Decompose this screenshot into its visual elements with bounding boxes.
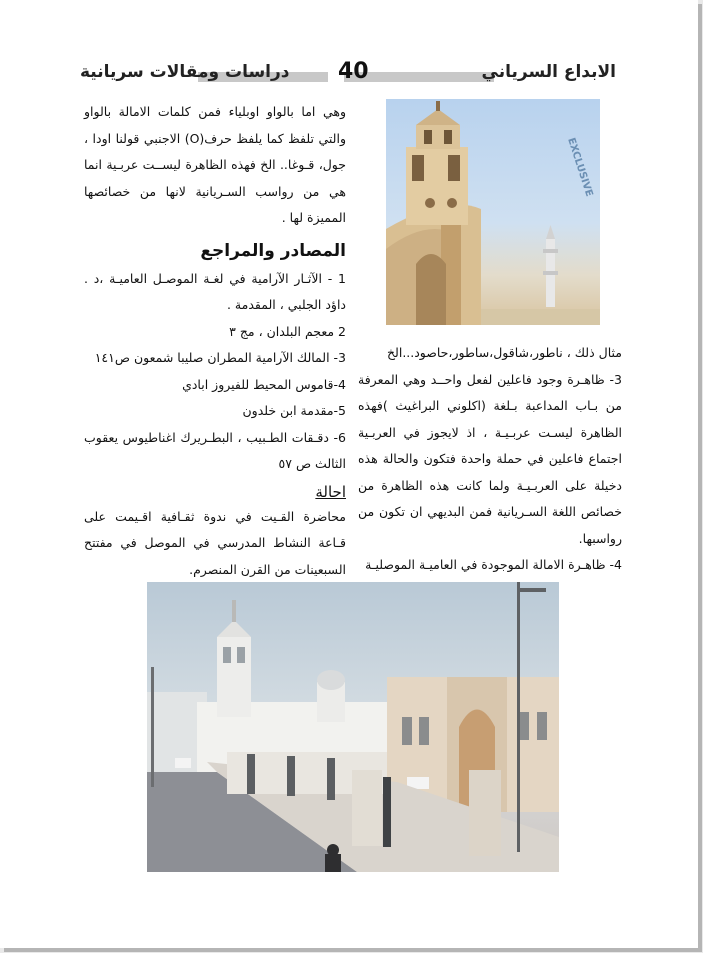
page-number: 40 <box>338 59 369 84</box>
reference-item: 3- المالك الآرامية المطران صليبا شمعون ص١٤١ <box>94 350 346 365</box>
right-paragraph-point3: 3- ظاهـرة وجود فاعلين لفعل واحــد وهي المعرفة من بـاب المداعبة بـلغة (اكلوني البراغيث )فهذه الظاهرة ليسـت عربـيـة ، اذ لايجوز في العربـية اجتماع فاعلين في حملة واحدة فتكون والحالة هذه دخيلة على العربـيـة ولما كانت هذه الظاهرة من خصائص اللغة السـريانية فمن البديهي ان تكون من رواسبها. <box>358 371 622 546</box>
reference-item: 6- دقـقات الطـبيب ، البطـريرك اغناطيوس يعقوب الثالث ص ٥٧ <box>84 429 346 471</box>
right-paragraph-example: مثال ذلك ، ناطور،شاقول،ساطور،حاصود...الخ <box>386 345 622 360</box>
street-church-photo <box>147 582 559 872</box>
reference-item: 4-قاموس المحيط للفيروز ابادي <box>182 376 346 392</box>
photo-watermark: EXCLUSIVE <box>565 136 595 199</box>
church-tower-photo <box>386 99 600 325</box>
street-church-illustration <box>147 582 559 872</box>
reference-item: 5-مقدمة ابن خلدون <box>242 403 346 418</box>
journal-title: الابداع السرياني <box>481 62 616 82</box>
intro-paragraph: وهي اما بالواو اوبلياء فمن كلمات الامالة بالواو والتي تلفظ كما يلفظ حرف(O) الاجنبي قولنا اودا ، جول، قـوغا.. الخ فهذه الظاهرة ليســت عربـية انما هي من رواسب السـريانية لانها من خصائصها المميزة لها . <box>84 104 346 225</box>
right-column <box>358 340 622 579</box>
note-paragraph: محاضرة القـيت في ندوة ثقـافية اقـيمت على قـاعة النشاط المدرسي في الموصل في مفتتح السبعينات من القرن المنصرم. <box>84 508 346 577</box>
page-header <box>80 59 616 90</box>
right-paragraph-point4: 4- ظاهـرة الامالة الموجودة في العاميـة الموصليـة <box>365 557 622 572</box>
church-tower-illustration <box>386 99 600 325</box>
reference-item: 2 معجم البلدان ، مج ٣ <box>229 323 346 339</box>
section-title: دراسات ومقالات سريانية <box>80 62 290 82</box>
left-column <box>84 99 346 583</box>
note-heading: احالة <box>315 482 346 501</box>
reference-item: 1 - الآثـار الآرامية في لغـة الموصـل العاميـة ،د . داؤد الجلبي ، المقدمة . <box>84 270 346 312</box>
references-heading: المصادر والمراجع <box>200 240 346 261</box>
